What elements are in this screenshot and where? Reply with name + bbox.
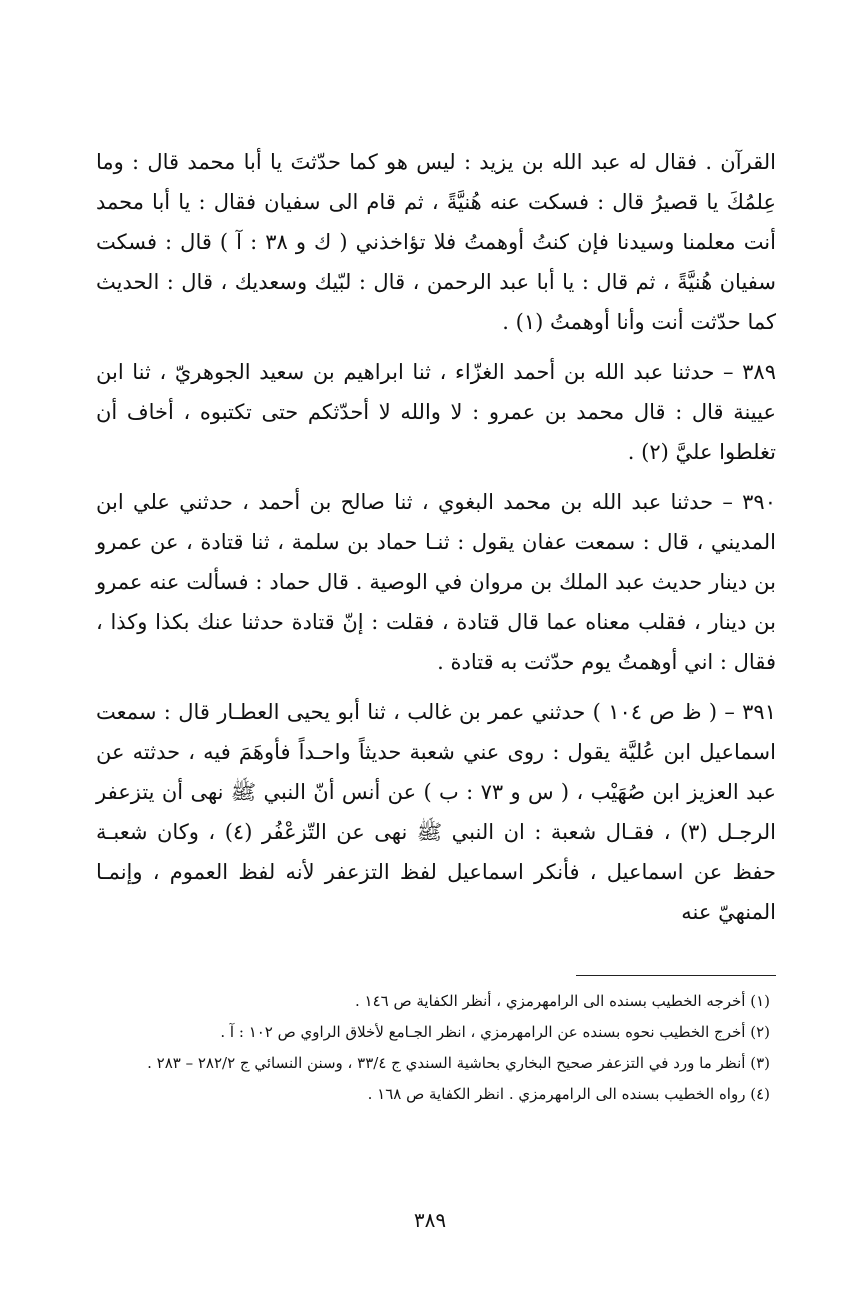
main-text (96, 142, 776, 932)
paragraph-389: ٣٨٩ – حدثنا عبد الله بن أحمد الغزّاء ، ثنا ابراهيم بن سعيد الجوهريّ ، ثنا ابن عيينة قال : قال محمد بن عمرو : لا والله لا أحدّثكم حتى تكتبوه ، أخاف أن تغلطوا عليَّ (٢) . (96, 360, 776, 464)
footnote-1: (١) أخرجه الخطيب بسنده الى الرامهرمزي ، أنظر الكفاية ص ١٤٦ . (355, 992, 770, 1010)
page-number: ٣٨٩ (413, 1208, 447, 1232)
footnotes (110, 988, 770, 1108)
paragraph-391: ٣٩١ – ( ظ ص ١٠٤ ) حدثني عمر بن غالب ، ثنا أبو يحيى العطـار قال : سمعت اسماعيل ابن عُليَّة يقول : روى عني شعبة حديثاً واحـداً فأوهَمَ فيه ، حدثته عن عبد العزيز ابن صُهَيْب ، ( س و ٧٣ : ب ) عن أنس أنّ النبي ﷺ نهى أن يتزعفر الرجـل (٣) ، فقـال شعبة : ان النبي ﷺ نهى عن التّزعْفُر (٤) ، وكان شعبـة حفظ عن اسماعيل ، فأنكر اسماعيل لفظ التزعفر لأنه لفظ العموم ، وإنمـا المنهيّ عنه (96, 700, 777, 924)
footnote-4: (٤) رواه الخطيب بسنده الى الرامهرمزي . انظر الكفاية ص ١٦٨ . (367, 1085, 770, 1103)
paragraph-continuation: القرآن . فقال له عبد الله بن يزيد : ليس هو كما حدّثتَ يا أبا محمد قال : وما عِلمُكَ يا قصيرُ قال : فسكت عنه هُنيَّةً ، ثم قام الى سفيان فقال : يا أبا محمد أنت معلمنا وسيدنا فإن كنتُ أوهمتُ فلا تؤاخذني ( ك و ٣٨ : آ ) قال : فسكت سفيان هُنيَّةً ، ثم قال : يا أبا عبد الرحمن ، قال : لبّيك وسعديك ، قال : الحديث كما حدّثت أنت وأنا أوهمتُ (١) . (96, 150, 777, 334)
footnote-divider (576, 975, 776, 976)
footnote-3: (٣) أنظر ما ورد في التزعفر صحيح البخاري بحاشية السندي ج ٣٣/٤ ، وسنن النسائي ج ٢٨٢/٢ – ٢٨٣ . (147, 1054, 770, 1072)
footnote-2: (٢) أخرج الخطيب نحوه بسنده عن الرامهرمزي ، انظر الجـامع لأخلاق الراوي ص ١٠٢ : آ . (220, 1023, 770, 1041)
paragraph-390: ٣٩٠ – حدثنا عبد الله بن محمد البغوي ، ثنا صالح بن أحمد ، حدثني علي ابن المديني ، قال : سمعت عفان يقول : ثنـا حماد بن سلمة ، ثنا قتادة ، عن عمرو بن دينار حديث عبد الملك بن مروان في الوصية . قال حماد : فسألت عنه عمرو بن دينار ، فقلب معناه عما قال قتادة ، فقلت : إنّ قتادة حدثنا عنك بكذا وكذا ، فقال : اني أوهمتُ يوم حدّثت به قتادة . (96, 490, 776, 674)
